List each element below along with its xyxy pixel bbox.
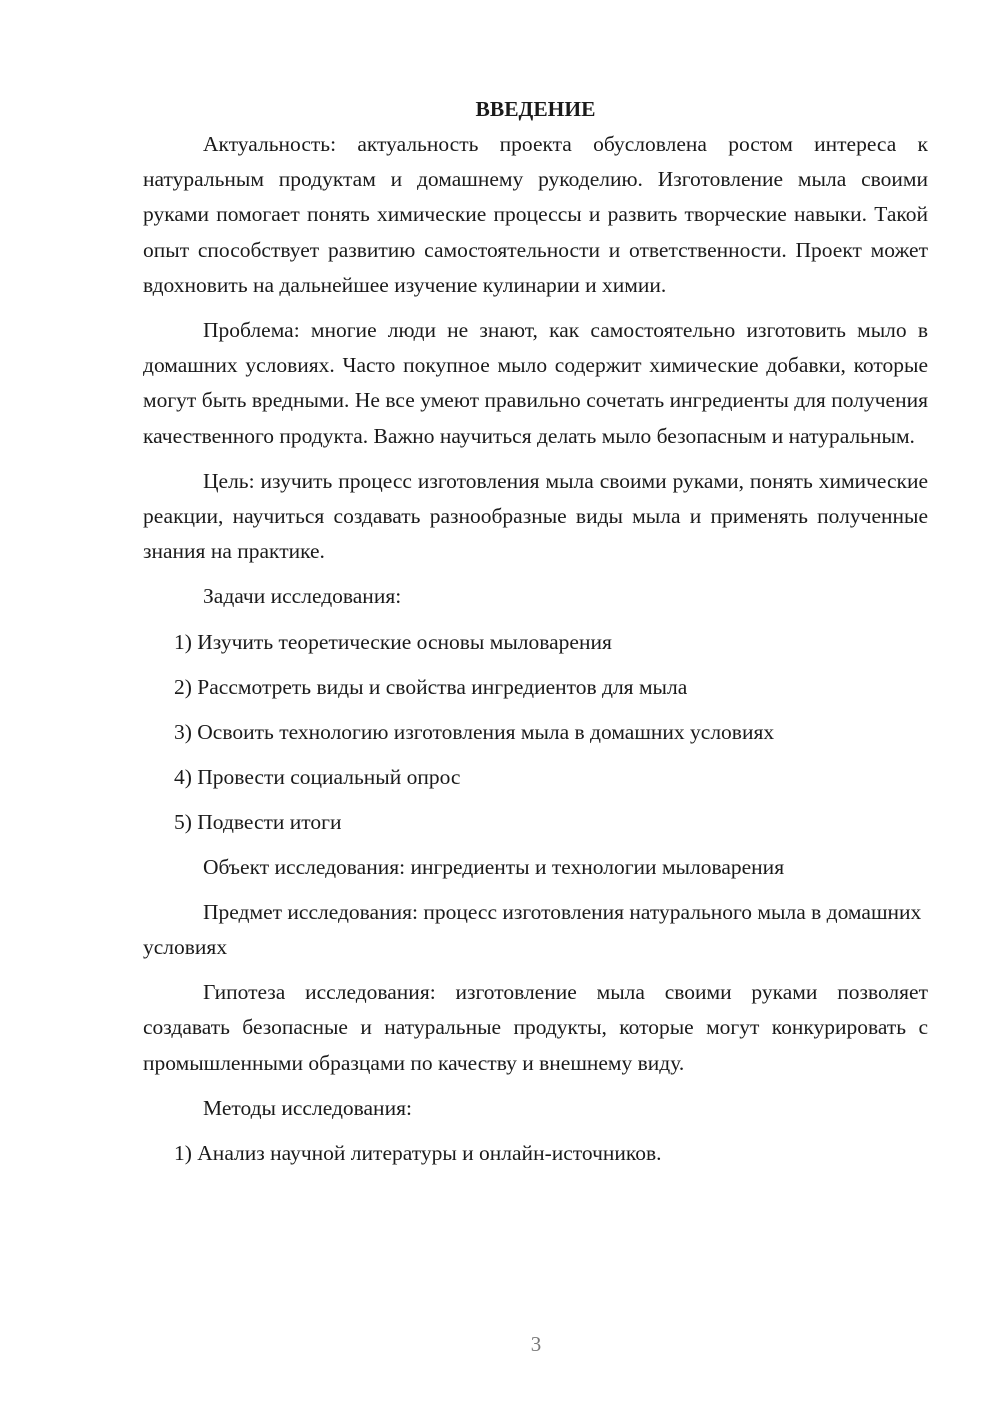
hypothesis-paragraph: Гипотеза исследования: изготовление мыла своими руками позволяет создавать безопасные и натуральные продукты, которые могут конкурировать с промышленными образцами по качеству и внешнему виду. xyxy=(143,980,928,1075)
section-title: ВВЕДЕНИЕ xyxy=(475,97,596,121)
task-item: 4) Провести социальный опрос xyxy=(174,764,461,789)
task-item: 5) Подвести итоги xyxy=(174,809,342,834)
page-content xyxy=(143,92,928,1181)
page-number: 3 xyxy=(530,1332,542,1356)
object-paragraph: Объект исследования: ингредиенты и технологии мыловарения xyxy=(203,854,785,879)
relevance-paragraph: Актуальность: актуальность проекта обусловлена ростом интереса к натуральным продуктам и домашнему рукоделию. Изготовление мыла своими руками помогает понять химические процессы и развить творческие навыки. Такой опыт способствует развитию самостоятельности и ответственности. Проект может вдохновить на дальнейшее изучение кулинарии и химии. xyxy=(143,132,928,297)
method-item: 1) Анализ научной литературы и онлайн-источников. xyxy=(174,1141,662,1166)
task-item: 3) Освоить технологию изготовления мыла в домашних условиях xyxy=(174,719,775,744)
tasks-heading: Задачи исследования: xyxy=(203,584,402,609)
methods-heading: Методы исследования: xyxy=(203,1095,412,1120)
problem-paragraph: Проблема: многие люди не знают, как самостоятельно изготовить мыло в домашних условиях. Часто покупное мыло содержит химические добавки, которые могут быть вредными. Не все умеют правильно сочетать ингредиенты для получения качественного продукта. Важно научиться делать мыло безопасным и натуральным. xyxy=(143,318,928,448)
task-item: 2) Рассмотреть виды и свойства ингредиентов для мыла xyxy=(174,674,688,699)
goal-paragraph: Цель: изучить процесс изготовления мыла своими руками, понять химические реакции, научиться создавать разнообразные виды мыла и применять полученные знания на практике. xyxy=(143,468,928,564)
subject-paragraph: Предмет исследования: процесс изготовления натурального мыла в домашних условиях xyxy=(143,899,922,960)
task-item: 1) Изучить теоретические основы мыловарения xyxy=(174,629,612,654)
